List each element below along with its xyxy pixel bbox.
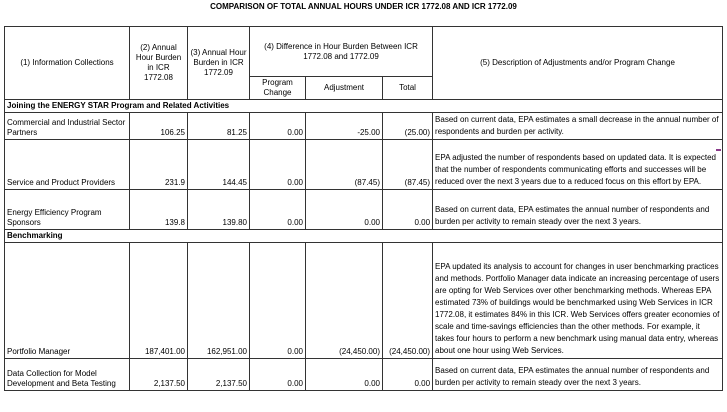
section-title: Benchmarking	[5, 230, 723, 243]
header-icr-1772-09: (3) Annual Hour Burden in ICR 1772.09	[188, 27, 250, 100]
total-value: (24,450.00)	[383, 243, 433, 359]
total-value: (87.45)	[383, 140, 433, 190]
total-value: 0.00	[383, 190, 433, 230]
collection-name: Energy Efficiency Program Sponsors	[5, 190, 130, 230]
header-description: (5) Description of Adjustments and/or Program Change	[433, 27, 723, 100]
program-change-value: 0.00	[250, 190, 306, 230]
comment-marker	[716, 149, 721, 151]
total-value: 0.00	[383, 359, 433, 391]
total-value: (25.00)	[383, 113, 433, 140]
section-title: Joining the ENERGY STAR Program and Related Activities	[5, 100, 723, 113]
header-adjustment: Adjustment	[306, 77, 383, 100]
collection-name: Data Collection for Model Development and Beta Testing	[5, 359, 130, 391]
program-change-value: 0.00	[250, 359, 306, 391]
icr09-value: 2,137.50	[188, 359, 250, 391]
header-total: Total	[383, 77, 433, 100]
adjustment-value: -25.00	[306, 113, 383, 140]
icr09-value: 139.80	[188, 190, 250, 230]
adjustment-value: (24,450.00)	[306, 243, 383, 359]
icr08-value: 139.8	[130, 190, 188, 230]
description-text: Based on current data, EPA estimates a small decrease in the annual number of respondents and burden per activity.	[433, 113, 723, 140]
table-row	[5, 190, 723, 230]
icr08-value: 231.9	[130, 140, 188, 190]
document-title: COMPARISON OF TOTAL ANNUAL HOURS UNDER ICR 1772.08 AND ICR 1772.09	[210, 2, 517, 11]
icr09-value: 81.25	[188, 113, 250, 140]
header-difference: (4) Difference in Hour Burden Between ICR 1772.08 and 1772.09	[250, 27, 433, 77]
program-change-value: 0.00	[250, 243, 306, 359]
header-information-collections: (1) Information Collections	[5, 27, 130, 100]
collection-name: Service and Product Providers	[5, 140, 130, 190]
icr08-value: 187,401.00	[130, 243, 188, 359]
collection-name: Portfolio Manager	[5, 243, 130, 359]
collection-name: Commercial and Industrial Sector Partners	[5, 113, 130, 140]
table-row	[5, 140, 723, 190]
hour-burden-table	[4, 26, 723, 391]
icr09-value: 162,951.00	[188, 243, 250, 359]
description-text: Based on current data, EPA estimates the annual number of respondents and burden per activity to remain steady over the next 3 years.	[433, 359, 723, 391]
description-text: EPA updated its analysis to account for changes in user benchmarking practices and methods. Portfolio Manager data indicate an increasing percentage of users are opting for Web Services over other benchmarking methods. Whereas EPA estimated 73% of buildings would be benchmarked using Web Services in ICR 1772.08, it estimates 84% in this ICR. Web Services offers greater economies of scale and time-savings efficiencies than the other methods. For example, it takes four hours to perform a new benchmark using manual data entry, whereas about one hour using Web Services.	[433, 243, 723, 359]
icr08-value: 106.25	[130, 113, 188, 140]
description-text: Based on current data, EPA estimates the annual number of respondents and burden per activity to remain steady over the next 3 years.	[433, 190, 723, 230]
adjustment-value: (87.45)	[306, 140, 383, 190]
description-text: EPA adjusted the number of respondents based on updated data. It is expected that the number of respondents communicating efforts and successes will be reduced over the next 3 years due to a reduced focus on this effort by EPA.	[433, 140, 723, 190]
header-program-change: Program Change	[250, 77, 306, 100]
adjustment-value: 0.00	[306, 359, 383, 391]
adjustment-value: 0.00	[306, 190, 383, 230]
icr08-value: 2,137.50	[130, 359, 188, 391]
program-change-value: 0.00	[250, 113, 306, 140]
table-row	[5, 243, 723, 359]
table-row	[5, 359, 723, 391]
header-icr-1772-08: (2) Annual Hour Burden in ICR 1772.08	[130, 27, 188, 100]
program-change-value: 0.00	[250, 140, 306, 190]
table-row	[5, 113, 723, 140]
icr09-value: 144.45	[188, 140, 250, 190]
